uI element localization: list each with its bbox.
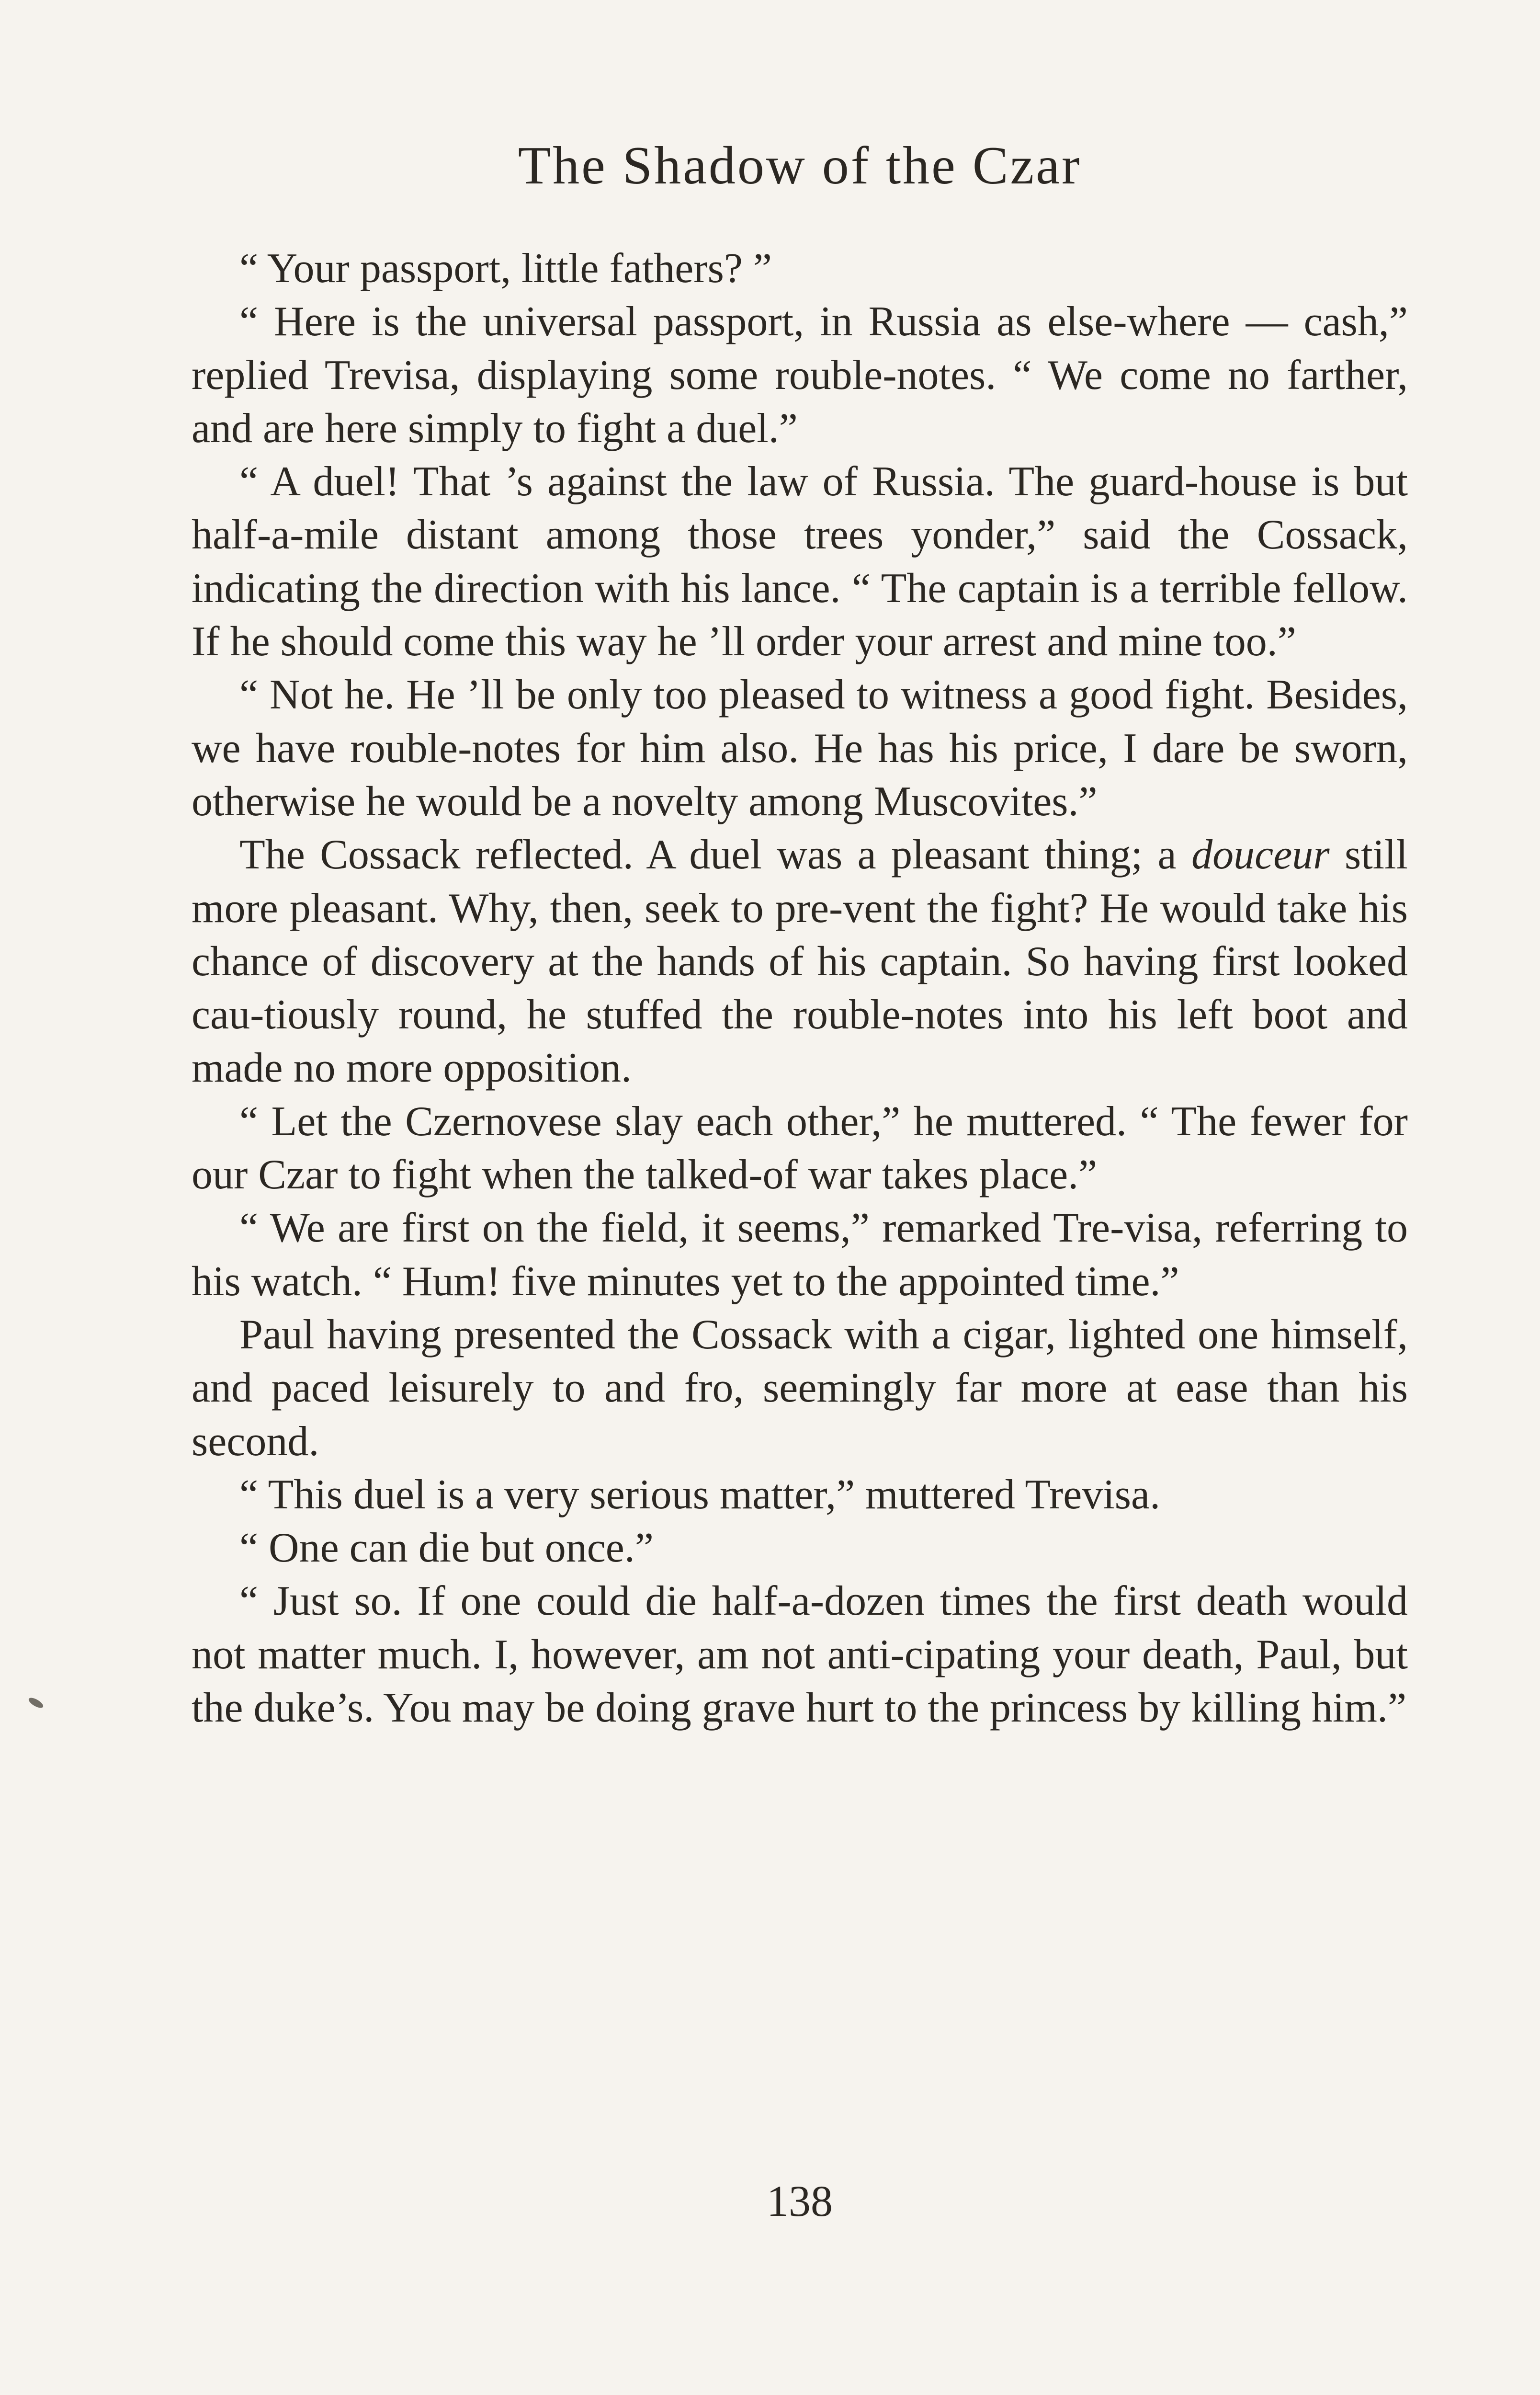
paragraph <box>192 828 1408 1095</box>
paragraph: “ This duel is a very serious matter,” muttered Trevisa. <box>239 1471 1161 1518</box>
paragraph: “ We are first on the field, it seems,” remarked Tre-visa, referring to his watch. “ Hum! five minutes yet to the appointed time.” <box>192 1205 1408 1305</box>
ink-speck <box>27 1696 45 1710</box>
paragraph: “ Not he. He ’ll be only too pleased to witness a good fight. Besides, we have rouble-notes for him also. He has his price, I dare be sworn, otherwise he would be a novelty among Muscovites.” <box>192 672 1408 825</box>
book-page <box>192 0 1408 2395</box>
paragraph: “ Just so. If one could die half-a-dozen times the first death would not matter much. I, however, am not anti-cipating your death, Paul, but the duke’s. You may be doing grave hurt to the princess by killing him.” <box>192 1578 1408 1732</box>
paragraph: “ One can die but once.” <box>239 1525 654 1572</box>
page-number: 138 <box>767 2177 833 2225</box>
body-text <box>192 242 1408 1734</box>
paragraph: “ Your passport, little fathers? ” <box>239 245 772 292</box>
paragraph-text: The Cossack reflected. A duel was a pleasant thing; a <box>239 832 1192 878</box>
running-title: The Shadow of the Czar <box>518 136 1082 195</box>
paragraph: “ Let the Czernovese slay each other,” he muttered. “ The fewer for our Czar to fight when the talked-of war takes place.” <box>192 1098 1408 1198</box>
italic-word: douceur <box>1191 832 1330 878</box>
paragraph: “ A duel! That ’s against the law of Russia. The guard-house is but half-a-mile distant among those trees yonder,” said the Cossack, indicating the direction with his lance. “ The captain is a terrible fellow. If he should come this way he ’ll order your arrest and mine too.” <box>192 458 1408 665</box>
paragraph: Paul having presented the Cossack with a cigar, lighted one himself, and paced leisurely to and fro, seemingly far more at ease than his second. <box>192 1311 1408 1465</box>
paragraph-text: still more pleasant. Why, then, seek to pre-vent the fight? He would take his chance of discovery at the hands of his captain. So having first looked cau-tiously round, he stuffed the rouble-notes into his left boot and made no more opposition. <box>192 832 1408 1092</box>
paragraph: “ Here is the universal passport, in Russia as else-where — cash,” replied Trevisa, displaying some rouble-notes. “ We come no farther, and are here simply to fight a duel.” <box>192 298 1408 452</box>
